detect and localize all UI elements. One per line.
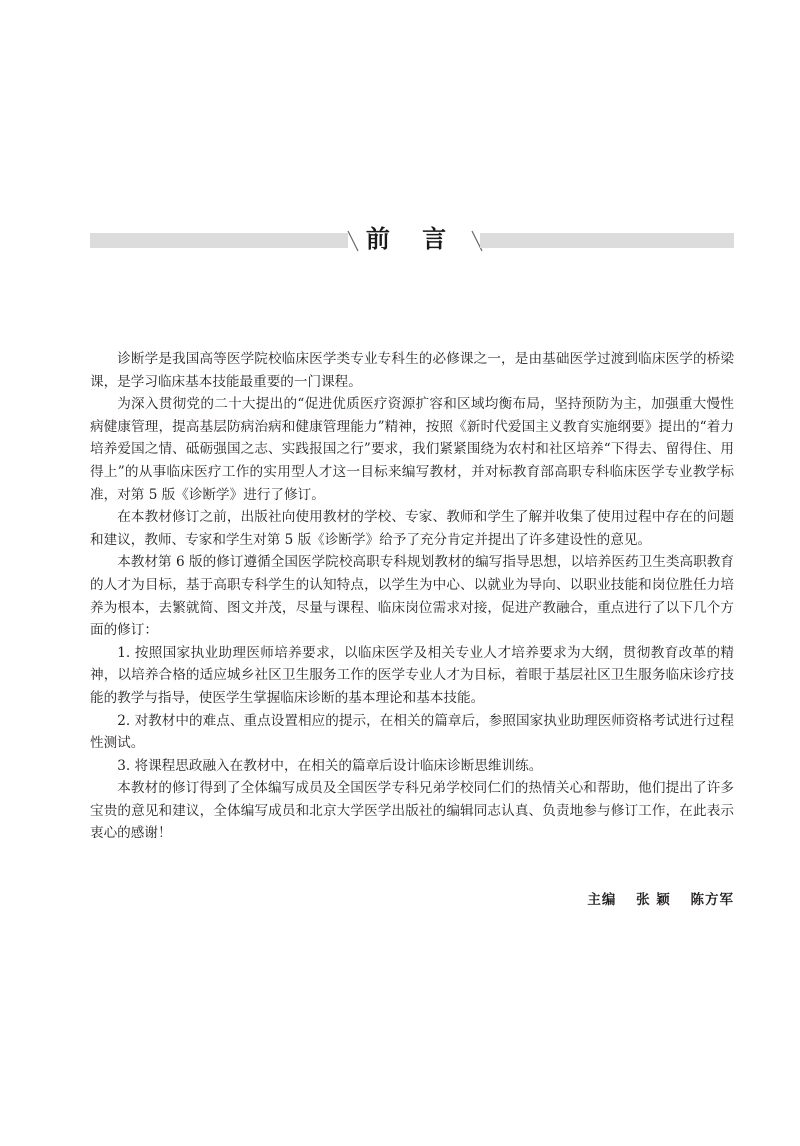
heading-bar: [90, 221, 734, 257]
preface-body: [90, 348, 734, 845]
paragraph: 本教材的修订得到了全体编写成员及全国医学专科兄弟学校同仁们的热情关心和帮助，他们提出了许多宝贵的意见和建议，全体编写成员和北京大学医学出版社的编辑同志认真、负责地参与修订工作，在此表示衷心的感谢！: [90, 780, 734, 842]
signature: [587, 888, 734, 908]
paragraph: 为深入贯彻党的二十大提出的“促进优质医疗资源扩容和区域均衡布局，坚持预防为主，加强重大慢性病健康管理，提高基层防病治病和健康管理能力”精神，按照《新时代爱国主义教育实施纲要》提出的“着力培养爱国之情、砥砺强国之志、实践报国之行”要求，我们紧紧围绕为农村和社区培养“下得去、留得住、用得上”的从事临床医疗工作的实用型人才这一目标来编写教材，并对标教育部高职专科临床医学专业教学标准，对第 5 版《诊断学》进行了修订。: [90, 396, 734, 503]
paragraph: 诊断学是我国高等医学院校临床医学类专业专科生的必修课之一，是由基础医学过渡到临床医学的桥梁课，是学习临床基本技能最重要的一门课程。: [90, 351, 734, 390]
page-title: 前 言: [365, 225, 459, 253]
paragraph: 2. 对教材中的难点、重点设置相应的提示，在相关的篇章后，参照国家执业助理医师资格考试进行过程性测试。: [90, 712, 734, 752]
heading-slash-left: [346, 221, 360, 257]
paragraph: 1. 按照国家执业助理医师培养要求，以临床医学及相关专业人才培养要求为大纲，贯彻教育改革的精神，以培养合格的适应城乡社区卫生服务工作的医学专业人才为目标，着眼于基层社区卫生服务临床诊疗技能的教学与指导，使医学生掌握临床诊断的基本理论和基本技能。: [90, 644, 734, 706]
heading-bar-right: [480, 233, 734, 248]
paragraph: 本教材第 6 版的修订遵循全国医学院校高职专科规划教材的编写指导思想，以培养医药卫生类高职教育的人才为目标，基于高职专科学生的认知特点，以学生为中心、以就业为导向、以职业技能和岗位胜任力培养为根本，去繁就简、图文并茂，尽量与课程、临床岗位需求对接，促进产教融合，重点进行了以下几个方面的修订：: [90, 554, 734, 639]
paragraph: 在本教材修订之前，出版社向使用教材的学校、专家、教师和学生了解并收集了使用过程中存在的问题和建议，教师、专家和学生对第 5 版《诊断学》给予了充分肯定并提出了许多建设性的意见。: [90, 509, 734, 548]
paragraph: 3. 将课程思政融入在教材中，在相关的篇章后设计临床诊断思维训练。: [117, 757, 543, 774]
heading-bar-left: [90, 233, 348, 248]
signature-editor: 陈方军: [690, 892, 734, 908]
signature-editor: 张 颖: [636, 892, 671, 908]
signature-role: 主编: [587, 892, 617, 908]
